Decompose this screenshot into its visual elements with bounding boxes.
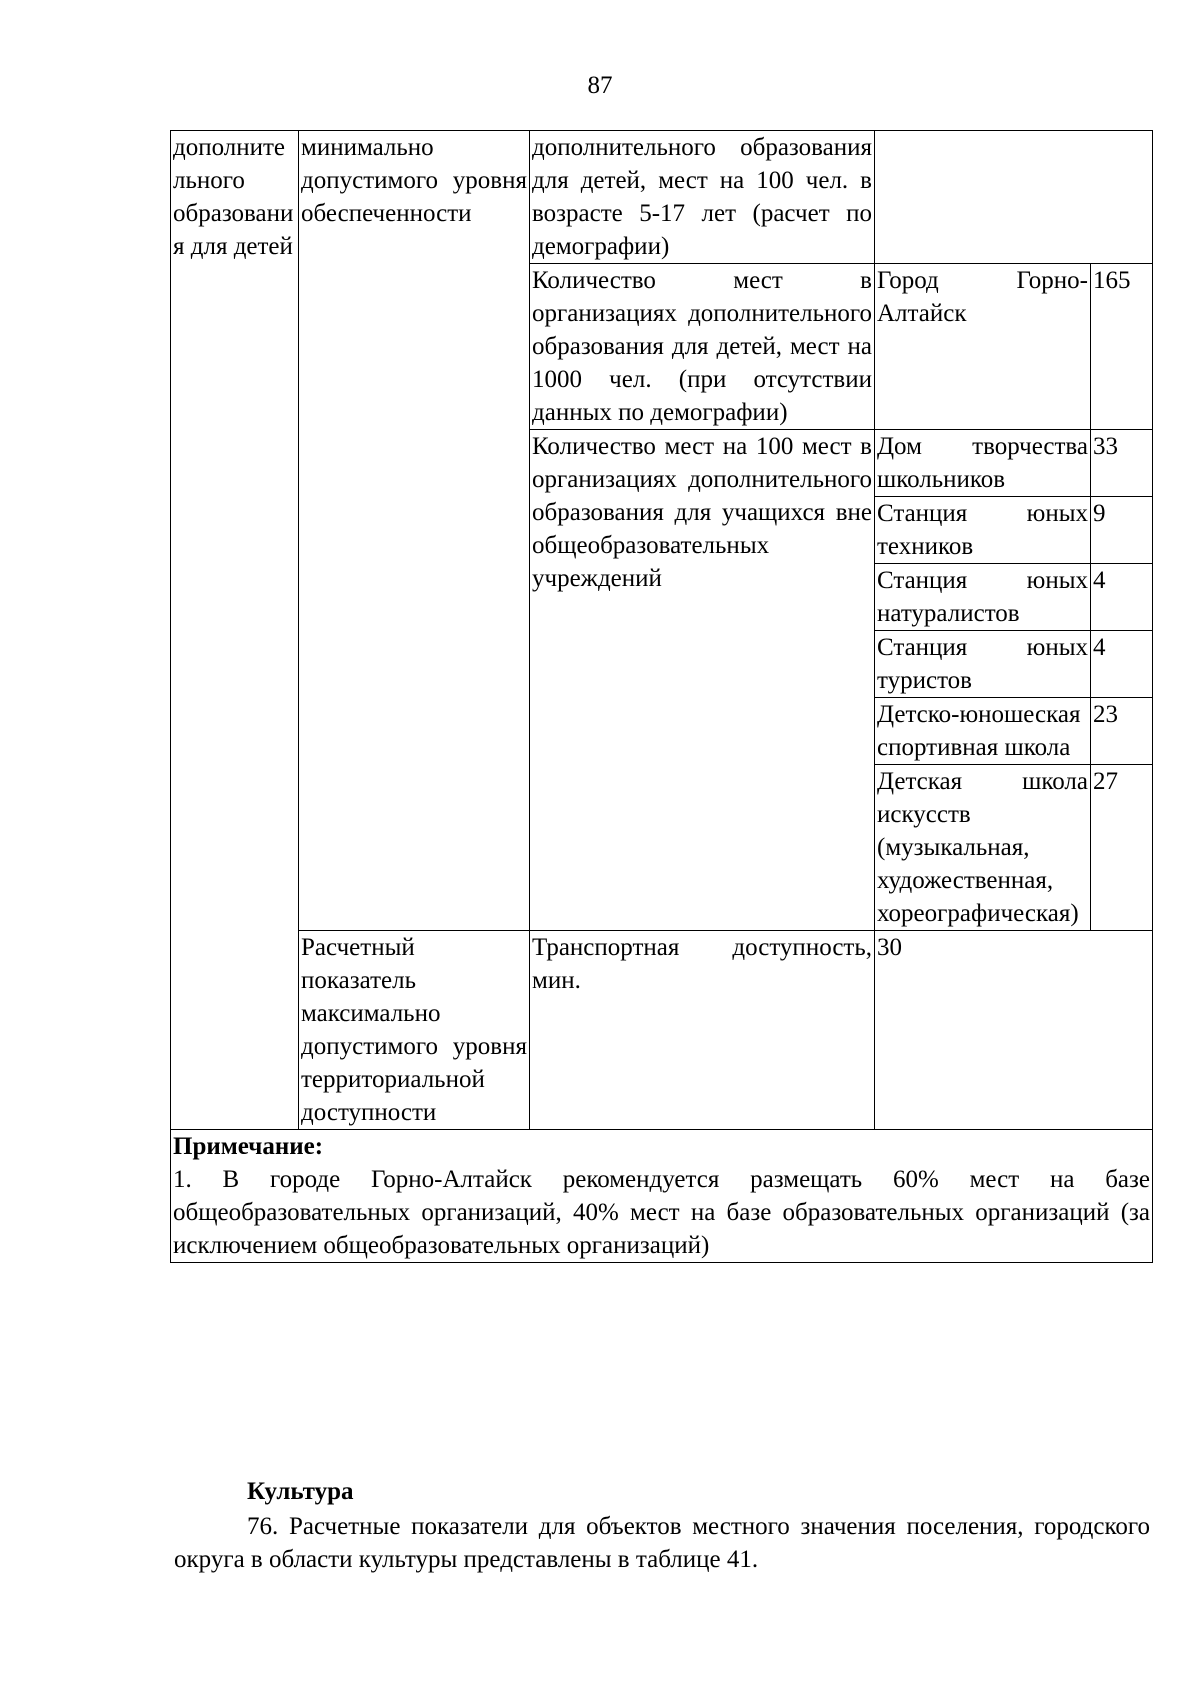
indicator-cell: Транспортная доступность, мин. <box>530 931 875 1130</box>
indicator-cell: дополнительного образования для детей, мест на 100 чел. в возрасте 5-17 лет (расчет по демографии) <box>530 131 875 264</box>
value-cell: 27 <box>1091 765 1153 931</box>
value-cell: 30 <box>875 931 1153 1130</box>
value-cell: 9 <box>1091 497 1153 564</box>
page-number: 87 <box>587 72 613 99</box>
norms-table <box>170 130 1153 1263</box>
table-row <box>171 931 1153 1130</box>
min-level-cell: минимально допустимого уровня обеспеченности <box>299 131 530 931</box>
institution-cell: Станция юных туристов <box>875 631 1091 698</box>
body-paragraph: 76. Расчетные показатели для объектов местного значения поселения, городского округа в области культуры представлены в таблице 41. <box>174 1513 1150 1573</box>
indicator-cell: Количество мест на 100 мест в организациях дополнительного образования для учащихся вне общеобразовательных учреждений <box>530 430 875 931</box>
indicator-cell: Количество мест в организациях дополнительного образования для детей, мест на 1000 чел. (при отсутствии данных по демографии) <box>530 264 875 430</box>
note-cell <box>171 1130 1153 1263</box>
note-text: 1. В городе Горно-Алтайск рекомендуется размещать 60% мест на базе общеобразовательных организаций, 40% мест на базе образовательных организаций (за исключением общеобразовательных организаций) <box>173 1166 1150 1259</box>
table-row <box>171 131 1153 264</box>
value-cell: 33 <box>1091 430 1153 497</box>
value-cell: 4 <box>1091 564 1153 631</box>
place-cell: Город Горно-Алтайск <box>875 264 1091 430</box>
section-heading: Культура <box>247 1478 354 1505</box>
empty-cell <box>875 131 1153 264</box>
note-title: Примечание: <box>173 1133 324 1160</box>
institution-cell: Детская школа искусств (музыкальная, художественная, хореографическая) <box>875 765 1091 931</box>
institution-cell: Станция юных техников <box>875 497 1091 564</box>
max-level-cell: Расчетный показатель максимально допустимого уровня территориальной доступности <box>299 931 530 1130</box>
institution-cell: Дом творчества школьников <box>875 430 1091 497</box>
value-cell: 23 <box>1091 698 1153 765</box>
service-type-cell: дополнительного образования для детей <box>171 131 299 1130</box>
table-row <box>171 1130 1153 1263</box>
institution-cell: Детско-юношеская спортивная школа <box>875 698 1091 765</box>
value-cell: 165 <box>1091 264 1153 430</box>
institution-cell: Станция юных натуралистов <box>875 564 1091 631</box>
value-cell: 4 <box>1091 631 1153 698</box>
